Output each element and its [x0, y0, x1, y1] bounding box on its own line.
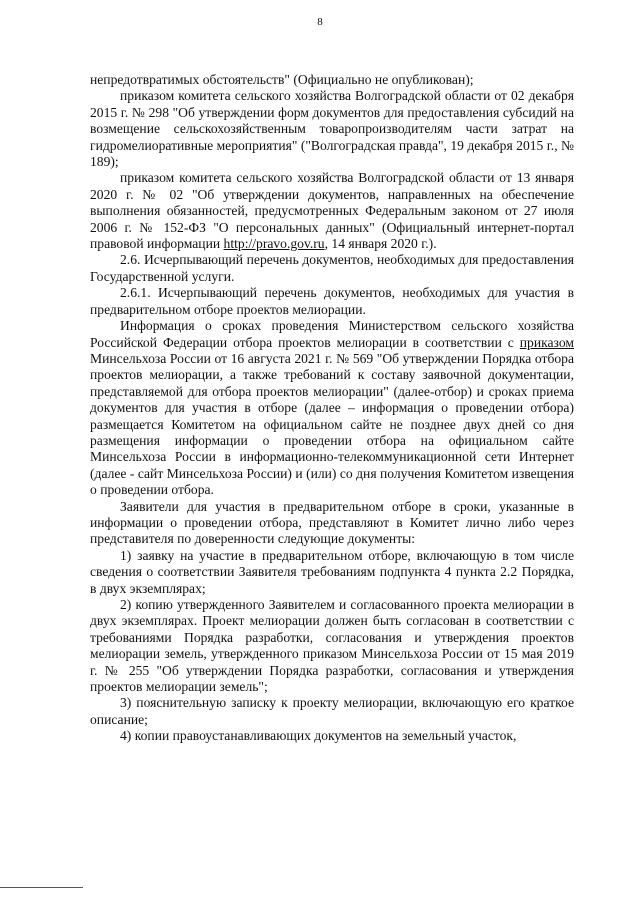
paragraph-text: , 14 января 2020 г.). [324, 236, 437, 252]
page-number: 8 [317, 16, 323, 28]
list-item-4: 4) копии правоустанавливающих документов на земельный участок, [120, 728, 517, 744]
paragraph-continuation: непредотвратимых обстоятельств" (Официально не опубликован); [90, 72, 474, 87]
pravo-link[interactable]: http://pravo.gov.ru [223, 236, 325, 252]
section-2-6-heading: 2.6. Исчерпывающий перечень документов, необходимых для предоставления Государственной услуги. [90, 252, 574, 284]
section-2-6-1-heading: 2.6.1. Исчерпывающий перечень документов, необходимых для участия в предварительном отборе проектов мелиорации. [90, 285, 574, 317]
paragraph-order-298: приказом комитета сельского хозяйства Волгоградской области от 02 декабря 2015 г. № 298 "Об утверждении форм документов для предоставления субсидий на возмещение сельскохозяйственным товаропроизводителям части затрат на гидромелиоративные мероприятия" ("Волгоградская правда", 19 декабря 2015 г., № 189); [90, 88, 574, 170]
list-item-2: 2) копию утвержденного Заявителем и согласованного проекта мелиорации в двух экземплярах. Проект мелиорации должен быть согласован в соответствии с требованиями Порядка разработки, согласования и утверждения проектов мелиорации земель, утвержденного приказом Минсельхоза России от 15 мая 2019 г. № 255 "Об утверждении Порядка разработки, согласования и утверждения проектов мелиорации земель"; [90, 597, 574, 695]
paragraph-applicants: Заявители для участия в предварительном отборе в сроки, указанные в информации о проведении отбора, представляют в Комитет лично либо через представителя по доверенности следующие документы: [90, 498, 574, 547]
document-body [90, 72, 574, 745]
footer-rule [0, 887, 83, 888]
order-link[interactable]: приказом [519, 334, 574, 350]
list-item-1: 1) заявку на участие в предварительном отборе, включающую в том числе сведения о соответствии Заявителя требованиям подпункта 4 пункта 2.2 Порядка, в двух экземплярах; [90, 547, 574, 596]
paragraph-text: Информация о сроках проведения Министерством сельского хозяйства Российской Федерации отбора проектов мелиорации в соответствии с [90, 318, 574, 350]
paragraph-order-02 [90, 170, 574, 252]
paragraph-text: Минсельхоза России от 16 августа 2021 г. № 569 "Об утверждении Порядка отбора проектов мелиорации, а также требований к составу заявочной документации, представляемой для отбора проектов мелиорации" (далее-отбор) и сроках приема документов для участия в отборе (далее – информация о проведении отбора) размещается Комитетом на официальном сайте не позднее двух дней со дня размещения информации о проведении отбора на официальном сайте Минсельхоза России в информационно-телекоммуникационной сети Интернет (далее - сайт Минсельхоза России) и (или) со дня получения Комитетом извещения о проведении отбора. [90, 350, 574, 498]
paragraph-text: приказом комитета сельского хозяйства Волгоградской области от 13 января 2020 г. № 02 "Об утверждении документов, направленных на обеспечение выполнения обязанностей, предусмотренных Федеральным законом от 27 июля 2006 г. № 152-ФЗ "О персональных данных" (Официальный интернет-портал правовой информации [90, 170, 574, 252]
paragraph-selection-info [90, 318, 574, 498]
list-item-3: 3) пояснительную записку к проекту мелиорации, включающую его краткое описание; [90, 695, 574, 727]
